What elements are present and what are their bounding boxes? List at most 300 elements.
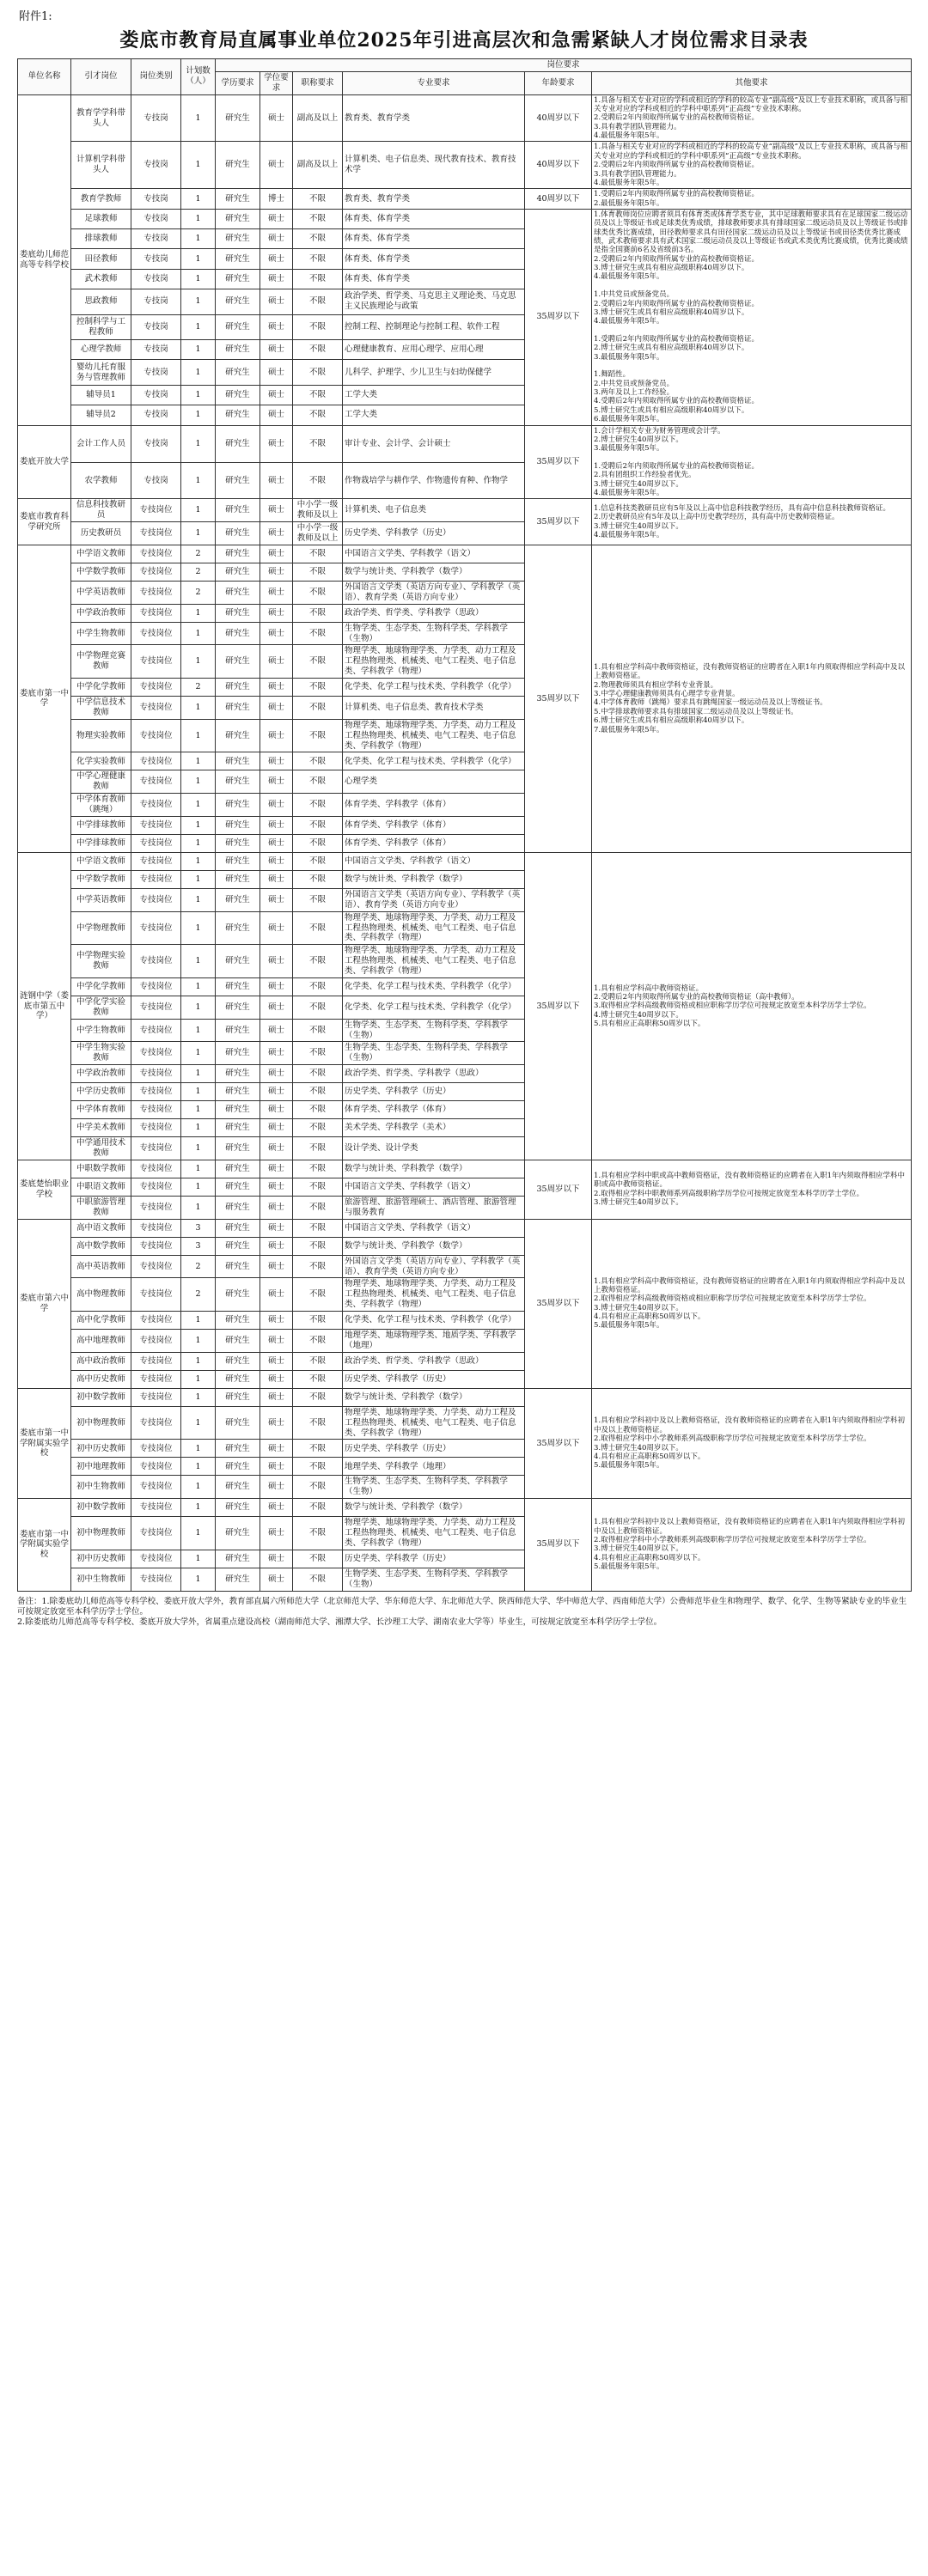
category-cell: 专技岗位: [131, 1219, 181, 1237]
major-cell: 体育类、体育学类: [343, 229, 525, 249]
degree-cell: 硕士: [260, 1517, 293, 1550]
post-cell: 初中生物教师: [71, 1476, 131, 1499]
post-cell: 初中物理教师: [71, 1517, 131, 1550]
category-cell: 专技岗位: [131, 996, 181, 1019]
edu-cell: 研究生: [216, 1388, 260, 1406]
major-cell: 设计学类、设计学类: [343, 1137, 525, 1160]
category-cell: 专技岗位: [131, 719, 181, 752]
plan-cell: 2: [181, 1278, 216, 1312]
category-cell: 专技岗: [131, 462, 181, 499]
major-cell: 外国语言文学类（英语方向专业）、学科教学（英语）、教育学类（英语方向专业）: [343, 888, 525, 911]
table-row: [18, 1160, 912, 1178]
category-cell: 专技岗位: [131, 1517, 181, 1550]
header-plan: 计划数（人）: [181, 59, 216, 95]
degree-cell: 硕士: [260, 888, 293, 911]
title-req-cell: 不限: [293, 622, 343, 645]
category-cell: 专技岗: [131, 249, 181, 269]
edu-cell: 研究生: [216, 1196, 260, 1219]
plan-cell: 1: [181, 1101, 216, 1119]
major-cell: 旅游管理、旅游管理硕士、酒店管理、旅游管理与服务教育: [343, 1196, 525, 1219]
title-req-cell: 不限: [293, 545, 343, 563]
title-req-cell: 不限: [293, 1550, 343, 1568]
title-req-cell: 不限: [293, 852, 343, 870]
post-cell: 高中化学教师: [71, 1312, 131, 1330]
post-cell: 田径教师: [71, 249, 131, 269]
edu-cell: 研究生: [216, 522, 260, 545]
post-cell: 中学美术教师: [71, 1119, 131, 1137]
other-req-cell: 1.具备与相关专业对应的学科或相近的学科的较高专业“副高级”及以上专业技术职称，或具备与相关专业对应的学科或相近的学科中职系列“正高级”专业技术职称。 2.受聘后2年内须取得所属专业的高校教师资格证。 3.具有教学团队管理能力。 4.最低服务年限5年。: [592, 142, 912, 189]
degree-cell: 硕士: [260, 679, 293, 697]
category-cell: 专技岗: [131, 425, 181, 462]
age-cell: 35周岁以下: [525, 1219, 592, 1388]
title-req-cell: 不限: [293, 770, 343, 794]
edu-cell: 研究生: [216, 752, 260, 770]
major-cell: 数学与统计类、学科教学（数学）: [343, 563, 525, 581]
post-cell: 中学生物教师: [71, 1019, 131, 1042]
plan-cell: 1: [181, 1476, 216, 1499]
title-req-cell: 不限: [293, 1312, 343, 1330]
edu-cell: 研究生: [216, 1568, 260, 1591]
category-cell: 专技岗位: [131, 697, 181, 720]
title-req-cell: 不限: [293, 1255, 343, 1278]
plan-cell: 1: [181, 977, 216, 996]
title-req-cell: 不限: [293, 289, 343, 314]
edu-cell: 研究生: [216, 269, 260, 289]
post-cell: 思政教师: [71, 289, 131, 314]
category-cell: 专技岗位: [131, 1019, 181, 1042]
post-cell: 中学数学教师: [71, 870, 131, 888]
major-cell: 化学类、化学工程与技术类、学科教学（化学）: [343, 977, 525, 996]
degree-cell: 硕士: [260, 142, 293, 189]
unit-name-cell: 娄底开放大学: [18, 425, 71, 499]
degree-cell: 硕士: [260, 314, 293, 340]
edu-cell: 研究生: [216, 1406, 260, 1440]
other-req-cell: 1.具有相应学科高中教师资格证，没有教师资格证的应聘者在入职1年内须取得相应学科高中及以上教师资格证。 2.物理教师须具有相应学科专业背景。 3.中学心理健康教师须具有心理学专业背景。 4.中学体育教师（跳绳）要求具有跳绳国家一级运动员及以上等级证书。 5.中学排球教师要求具有排球国家二级运动员及以上等级证书。 6.博士研究生或具有相应高级职称40周岁以下。 7.最低服务年限5年。: [592, 545, 912, 852]
table-row: [18, 425, 912, 462]
plan-cell: 1: [181, 209, 216, 228]
edu-cell: 研究生: [216, 142, 260, 189]
plan-cell: 1: [181, 340, 216, 360]
post-cell: 化学实验教师: [71, 752, 131, 770]
edu-cell: 研究生: [216, 1370, 260, 1388]
major-cell: 计算机类、电子信息类、教育技术学类: [343, 697, 525, 720]
post-cell: 初中历史教师: [71, 1550, 131, 1568]
post-cell: 辅导员1: [71, 386, 131, 405]
title-req-cell: 不限: [293, 1083, 343, 1101]
major-cell: 心理学类: [343, 770, 525, 794]
plan-cell: 2: [181, 581, 216, 604]
degree-cell: 硕士: [260, 1065, 293, 1083]
category-cell: 专技岗: [131, 229, 181, 249]
title-req-cell: 不限: [293, 1352, 343, 1370]
unit-name-cell: 娄底市第六中学: [18, 1219, 71, 1388]
title-req-cell: 不限: [293, 425, 343, 462]
post-cell: 中职旅游管理教师: [71, 1196, 131, 1219]
other-req-cell: 1.具备与相关专业对应的学科或相近的学科的较高专业“副高级”及以上专业技术职称，或具备与相关专业对应的学科或相近的学科中职系列“正高级”专业技术职称。 2.受聘后2年内须取得所属专业的高校教师资格证。 3.具有教学团队管理能力。 4.最低服务年限5年。: [592, 94, 912, 142]
edu-cell: 研究生: [216, 340, 260, 360]
edu-cell: 研究生: [216, 1255, 260, 1278]
plan-cell: 1: [181, 1042, 216, 1065]
major-cell: 数学与统计类、学科教学（数学）: [343, 1237, 525, 1255]
degree-cell: 硕士: [260, 499, 293, 522]
major-cell: 政治学类、哲学类、学科教学（思政）: [343, 604, 525, 622]
degree-cell: 硕士: [260, 834, 293, 852]
post-cell: 中学化学教师: [71, 679, 131, 697]
post-cell: 中学数学教师: [71, 563, 131, 581]
degree-cell: 硕士: [260, 1083, 293, 1101]
plan-cell: 1: [181, 1458, 216, 1476]
category-cell: 专技岗: [131, 94, 181, 142]
category-cell: 专技岗位: [131, 1119, 181, 1137]
degree-cell: 硕士: [260, 94, 293, 142]
title-req-cell: 不限: [293, 249, 343, 269]
plan-cell: 1: [181, 360, 216, 386]
major-cell: 计算机类、电子信息类、现代教育技术、教育技术学: [343, 142, 525, 189]
plan-cell: 1: [181, 1517, 216, 1550]
title-req-cell: 不限: [293, 752, 343, 770]
unit-name-cell: 娄底楚怡职业学校: [18, 1160, 71, 1219]
plan-cell: 1: [181, 1440, 216, 1458]
title-req-cell: 不限: [293, 1101, 343, 1119]
major-cell: 历史学类、学科教学（历史）: [343, 522, 525, 545]
degree-cell: 硕士: [260, 697, 293, 720]
other-req-cell: 1.受聘后2年内须取得所属专业的高校教师资格证。 2.最低服务年限5年。: [592, 189, 912, 210]
age-cell: 35周岁以下: [525, 1388, 592, 1498]
title-req-cell: 不限: [293, 405, 343, 425]
category-cell: 专技岗位: [131, 911, 181, 945]
post-cell: 信息科技教研员: [71, 499, 131, 522]
category-cell: 专技岗位: [131, 1101, 181, 1119]
header-post: 引才岗位: [71, 59, 131, 95]
edu-cell: 研究生: [216, 1065, 260, 1083]
edu-cell: 研究生: [216, 1352, 260, 1370]
plan-cell: 1: [181, 1568, 216, 1591]
post-cell: 中职语文教师: [71, 1178, 131, 1196]
major-cell: 物理学类、地球物理学类、力学类、动力工程及工程热物理类、机械类、电气工程类、电子信息类、学科教学（物理）: [343, 945, 525, 978]
category-cell: 专技岗位: [131, 679, 181, 697]
post-cell: 初中生物教师: [71, 1568, 131, 1591]
major-cell: 作物栽培学与耕作学、作物遗传育种、作物学: [343, 462, 525, 499]
edu-cell: 研究生: [216, 996, 260, 1019]
degree-cell: 硕士: [260, 852, 293, 870]
category-cell: 专技岗位: [131, 1237, 181, 1255]
category-cell: 专技岗位: [131, 522, 181, 545]
post-cell: 高中地理教师: [71, 1330, 131, 1353]
title-req-cell: 不限: [293, 697, 343, 720]
category-cell: 专技岗位: [131, 794, 181, 817]
plan-cell: 1: [181, 522, 216, 545]
degree-cell: 硕士: [260, 622, 293, 645]
major-cell: 数学与统计类、学科教学（数学）: [343, 1499, 525, 1517]
category-cell: 专技岗位: [131, 622, 181, 645]
major-cell: 审计专业、会计学、会计硕士: [343, 425, 525, 462]
plan-cell: 1: [181, 1312, 216, 1330]
degree-cell: 硕士: [260, 1352, 293, 1370]
annex-label: 附件1:: [19, 10, 52, 23]
category-cell: 专技岗位: [131, 852, 181, 870]
other-req-cell: 1.体育教师岗位应聘者须具有体育类或体育学类专业，其中足球教师要求具有在足球国家二级运动员及以上等级证书或足球类优秀成绩，排球教师要求具有排球国家二级运动员及以上等级证书或排球类优秀比赛成绩，田径教师要求具有田径国家二级运动员及以上等级证书或田径类优秀比赛成绩，武术教师要求具有武术国家二级运动员及以上等级证书或武术类优秀比赛成绩，优秀比赛成绩是指全国赛前6名及省级前3名。 2.受聘后2年内须取得所属专业的高校教师资格证。 3.博士研究生或具有相应高级职称40周岁以下。 4.最低服务年限5年。 1.中共党员或预备党员。 2.受聘后2年内须取得所属专业的高校教师资格证。 3.博士研究生或具有相应高级职称40周岁以下。 4.最低服务年限5年。 1.受聘后2年内须取得所属专业的高校教师资格证。 2.博士研究生或具有相应高级职称40周岁以下。 3.最低服务年限5年。 1.舞蹈性。 2.中共党员或预备党员。 3.两年及以上工作经验。 4.受聘后2年内须取得所属专业的高校教师资格证。 5.博士研究生或具有相应高级职称40周岁以下。 6.最低服务年限5年。: [592, 209, 912, 425]
title-req-cell: 不限: [293, 314, 343, 340]
title-req-cell: 不限: [293, 834, 343, 852]
post-cell: 高中数学教师: [71, 1237, 131, 1255]
unit-name-cell: 娄底市第一中学附属实验学校: [18, 1499, 71, 1591]
age-cell: 40周岁以下: [525, 94, 592, 142]
edu-cell: 研究生: [216, 360, 260, 386]
title-req-cell: 不限: [293, 340, 343, 360]
degree-cell: 硕士: [260, 1568, 293, 1591]
post-cell: 中学排球教师: [71, 816, 131, 834]
post-cell: 排球教师: [71, 229, 131, 249]
major-cell: 物理学类、地球物理学类、力学类、动力工程及工程热物理类、机械类、电气工程类、电子信息类、学科教学（物理）: [343, 645, 525, 679]
age-cell: 35周岁以下: [525, 1499, 592, 1591]
major-cell: 体育类、体育学类: [343, 269, 525, 289]
degree-cell: 硕士: [260, 1237, 293, 1255]
title-req-cell: 不限: [293, 977, 343, 996]
category-cell: 专技岗位: [131, 945, 181, 978]
post-cell: 农学教师: [71, 462, 131, 499]
category-cell: 专技岗: [131, 386, 181, 405]
degree-cell: 硕士: [260, 360, 293, 386]
plan-cell: 1: [181, 1137, 216, 1160]
post-cell: 初中数学教师: [71, 1388, 131, 1406]
post-cell: 高中英语教师: [71, 1255, 131, 1278]
plan-cell: 1: [181, 719, 216, 752]
title-req-cell: 不限: [293, 209, 343, 228]
title-req-cell: 不限: [293, 1278, 343, 1312]
category-cell: 专技岗位: [131, 1499, 181, 1517]
degree-cell: 硕士: [260, 945, 293, 978]
category-cell: 专技岗位: [131, 545, 181, 563]
degree-cell: 硕士: [260, 1458, 293, 1476]
edu-cell: 研究生: [216, 462, 260, 499]
title-req-cell: 不限: [293, 1042, 343, 1065]
plan-cell: 1: [181, 1065, 216, 1083]
post-cell: 中学语文教师: [71, 545, 131, 563]
post-cell: 中学物理竞赛教师: [71, 645, 131, 679]
post-cell: 足球教师: [71, 209, 131, 228]
major-cell: 政治学类、哲学类、学科教学（思政）: [343, 1352, 525, 1370]
major-cell: 工学大类: [343, 405, 525, 425]
plan-cell: 1: [181, 752, 216, 770]
degree-cell: 硕士: [260, 229, 293, 249]
category-cell: 专技岗: [131, 209, 181, 228]
title-req-cell: 不限: [293, 1019, 343, 1042]
title-req-cell: 副高及以上: [293, 142, 343, 189]
plan-cell: 1: [181, 870, 216, 888]
edu-cell: 研究生: [216, 229, 260, 249]
major-cell: 物理学类、地球物理学类、力学类、动力工程及工程热物理类、机械类、电气工程类、电子信息类、学科教学（物理）: [343, 1517, 525, 1550]
post-cell: 中学排球教师: [71, 834, 131, 852]
title-req-cell: 不限: [293, 563, 343, 581]
table-row: [18, 94, 912, 142]
post-cell: 教育学教师: [71, 189, 131, 210]
title-req-cell: 不限: [293, 888, 343, 911]
edu-cell: 研究生: [216, 1476, 260, 1499]
category-cell: 专技岗: [131, 142, 181, 189]
post-cell: 中学通用技术教师: [71, 1137, 131, 1160]
major-cell: 物理学类、地球物理学类、力学类、动力工程及工程热物理类、机械类、电气工程类、电子信息类、学科教学（物理）: [343, 719, 525, 752]
degree-cell: 硕士: [260, 1219, 293, 1237]
table-row: [18, 209, 912, 228]
edu-cell: 研究生: [216, 1517, 260, 1550]
major-cell: 政治学类、哲学类、马克思主义理论类、马克思主义民族理论与政策: [343, 289, 525, 314]
table-row: [18, 189, 912, 210]
post-cell: 历史教研员: [71, 522, 131, 545]
category-cell: 专技岗位: [131, 1370, 181, 1388]
plan-cell: 2: [181, 679, 216, 697]
table-row: [18, 142, 912, 189]
major-cell: 生物学类、生态学类、生物科学类、学科教学（生物）: [343, 1019, 525, 1042]
plan-cell: 1: [181, 1499, 216, 1517]
degree-cell: 硕士: [260, 752, 293, 770]
plan-cell: 1: [181, 604, 216, 622]
edu-cell: 研究生: [216, 581, 260, 604]
plan-cell: 1: [181, 697, 216, 720]
post-cell: 中学化学教师: [71, 977, 131, 996]
title-req-cell: 不限: [293, 1458, 343, 1476]
edu-cell: 研究生: [216, 94, 260, 142]
degree-cell: 硕士: [260, 581, 293, 604]
edu-cell: 研究生: [216, 1137, 260, 1160]
major-cell: 历史学类、学科教学（历史）: [343, 1440, 525, 1458]
title-req-cell: 不限: [293, 1065, 343, 1083]
major-cell: 数学与统计类、学科教学（数学）: [343, 1388, 525, 1406]
table-row: [18, 499, 912, 522]
post-cell: 物理实验教师: [71, 719, 131, 752]
category-cell: 专技岗位: [131, 1440, 181, 1458]
category-cell: 专技岗位: [131, 604, 181, 622]
post-cell: 中学物理实验教师: [71, 945, 131, 978]
edu-cell: 研究生: [216, 1278, 260, 1312]
category-cell: 专技岗位: [131, 977, 181, 996]
plan-cell: 1: [181, 1550, 216, 1568]
major-cell: 数学与统计类、学科教学（数学）: [343, 870, 525, 888]
table-row: [18, 852, 912, 870]
plan-cell: 3: [181, 1219, 216, 1237]
title-req-cell: 不限: [293, 1330, 343, 1353]
post-cell: 婴幼儿托育服务与管理教师: [71, 360, 131, 386]
degree-cell: 硕士: [260, 1499, 293, 1517]
degree-cell: 硕士: [260, 1550, 293, 1568]
edu-cell: 研究生: [216, 1160, 260, 1178]
header-group: 岗位要求: [216, 59, 912, 72]
post-cell: 控制科学与工程教师: [71, 314, 131, 340]
degree-cell: 硕士: [260, 1019, 293, 1042]
post-cell: 中学生物教师: [71, 622, 131, 645]
major-cell: 地理学类、地球物理学类、地质学类、学科教学（地理）: [343, 1330, 525, 1353]
major-cell: 中国语言文学类、学科教学（语文）: [343, 1178, 525, 1196]
edu-cell: 研究生: [216, 870, 260, 888]
title-req-cell: 不限: [293, 911, 343, 945]
title-req-cell: 不限: [293, 581, 343, 604]
plan-cell: 1: [181, 269, 216, 289]
plan-cell: 1: [181, 314, 216, 340]
edu-cell: 研究生: [216, 1312, 260, 1330]
footnote: 备注：1.除娄底幼儿师范高等专科学校、娄底开放大学外，教育部直属六所师范大学（北京师范大学、华东师范大学、东北师范大学、陕西师范大学、华中师范大学、西南师范大学）公费师范毕业生和物理学、数学、化学、生物等紧缺专业的毕业生可按规定放宽至本科学历学士学位。 2.除娄底幼儿师范高等专科学校、娄底开放大学外，省属重点建设高校（湖南师范大学、湘潭大学、长沙理工大学、湖南农业大学等）毕业生，可按规定放宽至本科学历学士学位。: [17, 1596, 907, 1628]
degree-cell: 硕士: [260, 1406, 293, 1440]
edu-cell: 研究生: [216, 911, 260, 945]
degree-cell: 硕士: [260, 269, 293, 289]
degree-cell: 硕士: [260, 249, 293, 269]
major-cell: 教育类、教育学类: [343, 94, 525, 142]
plan-cell: 1: [181, 996, 216, 1019]
category-cell: 专技岗位: [131, 1312, 181, 1330]
major-cell: 体育学类、学科教学（体育）: [343, 1101, 525, 1119]
category-cell: 专技岗: [131, 269, 181, 289]
edu-cell: 研究生: [216, 888, 260, 911]
major-cell: 中国语言文学类、学科教学（语文）: [343, 852, 525, 870]
title-req-cell: 不限: [293, 462, 343, 499]
degree-cell: 硕士: [260, 545, 293, 563]
plan-cell: 1: [181, 1370, 216, 1388]
degree-cell: 硕士: [260, 1119, 293, 1137]
degree-cell: 硕士: [260, 719, 293, 752]
title-req-cell: 不限: [293, 269, 343, 289]
category-cell: 专技岗位: [131, 888, 181, 911]
category-cell: 专技岗: [131, 314, 181, 340]
unit-name-cell: 娄底幼儿师范高等专科学校: [18, 94, 71, 425]
document-page: [17, 0, 911, 1629]
major-cell: 心理健康教育、应用心理学、应用心理: [343, 340, 525, 360]
header-degree: 学位要求: [260, 71, 293, 94]
age-cell: 35周岁以下: [525, 425, 592, 499]
post-cell: 武术教师: [71, 269, 131, 289]
post-cell: 中学体育教师（跳绳）: [71, 794, 131, 817]
other-req-cell: 1.具有相应学科中职或高中教师资格证，没有教师资格证的应聘者在入职1年内须取得相应学科中职或高中教师资格证。 2.取得相应学科中职教师系列高级职称学历学位可按规定放宽至本科学历学士学位。 3.博士研究生40周岁以下。: [592, 1160, 912, 1219]
age-cell: 35周岁以下: [525, 209, 592, 425]
edu-cell: 研究生: [216, 977, 260, 996]
category-cell: 专技岗位: [131, 1042, 181, 1065]
plan-cell: 1: [181, 888, 216, 911]
post-cell: 中学生物实验教师: [71, 1042, 131, 1065]
major-cell: 历史学类、学科教学（历史）: [343, 1083, 525, 1101]
degree-cell: 硕士: [260, 870, 293, 888]
degree-cell: 硕士: [260, 1330, 293, 1353]
title-req-cell: 不限: [293, 816, 343, 834]
header-unit: 单位名称: [18, 59, 71, 95]
category-cell: 专技岗位: [131, 1160, 181, 1178]
degree-cell: 硕士: [260, 462, 293, 499]
degree-cell: 硕士: [260, 1042, 293, 1065]
category-cell: 专技岗位: [131, 563, 181, 581]
edu-cell: 研究生: [216, 386, 260, 405]
post-cell: 计算机学科带头人: [71, 142, 131, 189]
title-req-cell: 不限: [293, 1219, 343, 1237]
post-cell: 中学心理健康教师: [71, 770, 131, 794]
title-req-cell: 不限: [293, 870, 343, 888]
edu-cell: 研究生: [216, 1237, 260, 1255]
degree-cell: 硕士: [260, 425, 293, 462]
post-cell: 初中地理教师: [71, 1458, 131, 1476]
edu-cell: 研究生: [216, 405, 260, 425]
post-cell: 中学信息技术教师: [71, 697, 131, 720]
category-cell: 专技岗位: [131, 1137, 181, 1160]
other-req-cell: 1.会计学相关专业为财务管理或会计学。 2.博士研究生40周岁以下。 3.最低服务年限5年。 1.受聘后2年内须取得所属专业的高校教师资格证。 2.具有团组织工作经验者优先。 3.博士研究生40周岁以下。 4.最低服务年限5年。: [592, 425, 912, 499]
post-cell: 中学体育教师: [71, 1101, 131, 1119]
other-req-cell: 1.具有相应学科高中教师资格证，没有教师资格证的应聘者在入职1年内须取得相应学科高中及以上教师资格证。 2.取得相应学科高级教师资格或相应职称学历学位可按规定放宽至本科学历学士学位。 3.博士研究生40周岁以下。 4.具有相应正高职称50周岁以下。 5.最低服务年限5年。: [592, 1219, 912, 1388]
plan-cell: 1: [181, 386, 216, 405]
category-cell: 专技岗: [131, 289, 181, 314]
degree-cell: 硕士: [260, 386, 293, 405]
major-cell: 体育学类、学科教学（体育）: [343, 816, 525, 834]
major-cell: 儿科学、护理学、少儿卫生与妇幼保健学: [343, 360, 525, 386]
degree-cell: 硕士: [260, 794, 293, 817]
category-cell: 专技岗位: [131, 1352, 181, 1370]
title-req-cell: 不限: [293, 1137, 343, 1160]
other-req-cell: 1.具有相应学科高中教师资格证。 2.受聘后2年内须取得所属专业的高校教师资格证（高中教师）。 3.取得相应学科高级教师资格或相应职称学历学位可按规定放宽至本科学历学士学位。 4.博士研究生40周岁以下。 5.具有相应正高职称50周岁以下。: [592, 852, 912, 1160]
edu-cell: 研究生: [216, 719, 260, 752]
other-req-cell: 1.具有相应学科初中及以上教师资格证，没有教师资格证的应聘者在入职1年内须取得相应学科初中及以上教师资格证。 2.取得相应学科中小学教师系列高级职称学历学位可按规定放宽至本科学历学士学位。 3.博士研究生40周岁以下。 4.具有相应正高职称50周岁以下。 5.最低服务年限5年。: [592, 1499, 912, 1591]
